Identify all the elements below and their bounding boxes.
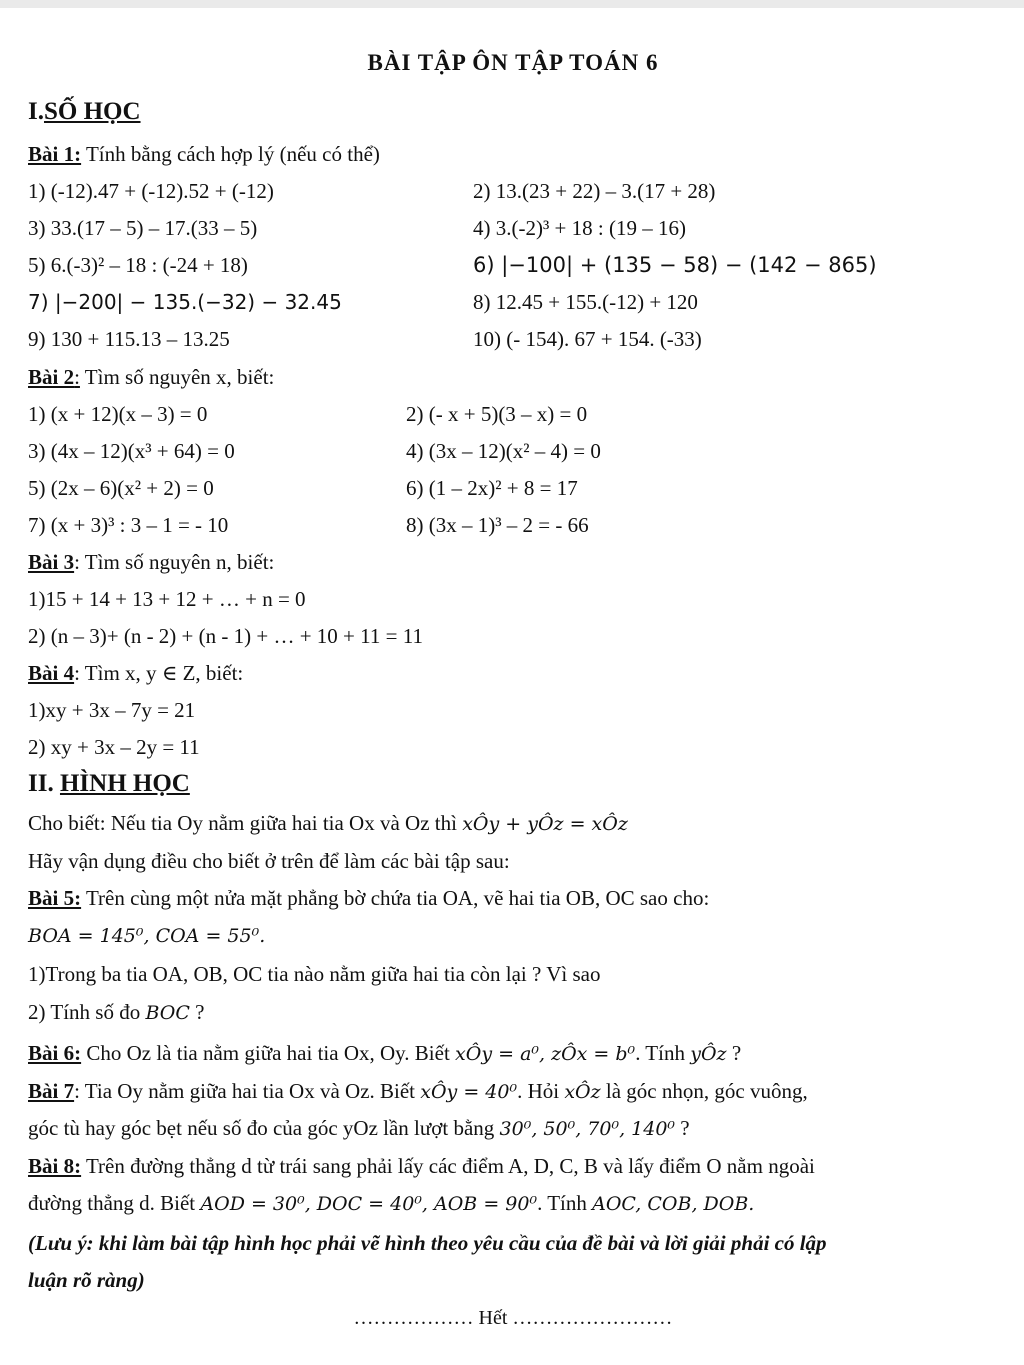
exercise-1-heading xyxy=(28,140,380,168)
angle-values: 30⁰, 50⁰, 70⁰, 140⁰ xyxy=(499,1118,676,1140)
hint-formula: xÔy + yÔz = xÔz xyxy=(462,813,628,835)
section-number: I. xyxy=(28,98,44,125)
exercise-5-question-1: 1)Trong ba tia OA, OB, OC tia nào nằm giữa hai tia còn lại ? Vì sao xyxy=(28,962,601,986)
exercise-4-heading xyxy=(28,659,243,687)
exercise-1-item: 3) 33.(17 – 5) – 17.(33 – 5) xyxy=(28,216,258,240)
exercise-2-item: 3) (4x – 12)(x³ + 64) = 0 xyxy=(28,439,235,463)
exercise-5-question-2 xyxy=(28,998,204,1027)
exercise-2-item: 5) (2x – 6)(x² + 2) = 0 xyxy=(28,476,214,500)
note-line-2: luận rõ ràng) xyxy=(28,1268,145,1292)
exercise-label-colon: : xyxy=(74,365,80,389)
exercise-1-item: 2) 13.(23 + 22) – 3.(17 + 28) xyxy=(473,179,716,203)
exercise-2-item: 2) (- x + 5)(3 – x) = 0 xyxy=(406,402,588,426)
exercise-label: Bài 1: xyxy=(28,142,82,166)
exercise-4-item: 2) xy + 3x – 2y = 11 xyxy=(28,735,200,759)
exercise-6 xyxy=(28,1039,741,1068)
exercise-3-item: 1)15 + 14 + 13 + 12 + … + n = 0 xyxy=(28,587,306,611)
exercise-instruction: Trên cùng một nửa mặt phẳng bờ chứa tia OA, vẽ hai tia OB, OC sao cho: xyxy=(81,886,710,910)
exercise-4-item: 1)xy + 3x – 7y = 21 xyxy=(28,698,196,722)
section-heading-hinh-hoc xyxy=(28,770,190,798)
exercise-instruction: : Tia Oy nằm giữa hai tia Ox và Oz. Biết xyxy=(74,1079,421,1103)
section-name: HÌNH HỌC xyxy=(59,770,190,797)
angle-symbol: BOC xyxy=(145,1002,190,1024)
exercise-instruction: Tính bằng cách hợp lý (nếu có thể) xyxy=(81,142,380,166)
hint-text: Cho biết: Nếu tia Oy nằm giữa hai tia Ox và Oz thì xyxy=(28,811,463,835)
exercise-instruction: Tìm số nguyên x, biết: xyxy=(79,365,275,389)
exercise-label: Bài 5: xyxy=(28,886,82,910)
exercise-text: đường thẳng d. Biết xyxy=(28,1191,201,1215)
exercise-instruction: : Tìm x, y ∈ Z, biết: xyxy=(74,661,244,685)
exercise-instruction: Trên đường thẳng d từ trái sang phải lấy các điểm A, D, C, B và lấy điểm O nằm ngoài xyxy=(81,1154,815,1178)
exercise-1-item: 7) |−200| − 135.(−32) − 32.45 xyxy=(28,290,342,314)
exercise-label: Bài 3 xyxy=(28,550,75,574)
apply-instruction: Hãy vận dụng điều cho biết ở trên để làm các bài tập sau: xyxy=(28,849,510,873)
exercise-3-item: 2) (n – 3)+ (n - 2) + (n - 1) + … + 10 + 11 = 11 xyxy=(28,624,423,648)
note-line-1: (Lưu ý: khi làm bài tập hình học phải vẽ hình theo yêu cầu của đề bài và lời giải phải có lập xyxy=(28,1231,827,1255)
geometry-hint xyxy=(28,809,628,838)
exercise-3-heading xyxy=(28,548,274,576)
exercise-text: . Hỏi xyxy=(517,1079,565,1103)
asked-angle: xÔz xyxy=(564,1081,601,1103)
exercise-1-item: 5) 6.(-3)² – 18 : (-24 + 18) xyxy=(28,253,248,277)
exercise-7-line-2 xyxy=(28,1114,690,1143)
exercise-2-item: 6) (1 – 2x)² + 8 = 17 xyxy=(406,476,578,500)
exercise-label: Bài 2 xyxy=(28,365,75,389)
exercise-instruction: Cho Oz là tia nằm giữa hai tia Ox, Oy. Biết xyxy=(81,1041,456,1065)
exercise-2-heading xyxy=(28,363,274,391)
exercise-5-heading xyxy=(28,884,709,912)
exercise-2-item: 4) (3x – 12)(x² – 4) = 0 xyxy=(406,439,601,463)
exercise-2-item: 8) (3x – 1)³ – 2 = - 66 xyxy=(406,513,589,537)
given-angles: AOD = 30⁰, DOC = 40⁰, AOB = 90⁰ xyxy=(200,1193,538,1215)
section-number: II. xyxy=(28,770,60,797)
scan-top-band xyxy=(0,0,1024,8)
exercise-text: góc tù hay góc bẹt nếu số đo của góc yOz lần lượt bằng xyxy=(28,1116,500,1140)
exercise-7 xyxy=(28,1077,808,1106)
exercise-1-item: 6) |−100| + (135 − 58) − (142 − 865) xyxy=(473,253,877,277)
question-text: 2) Tính số đo xyxy=(28,1000,146,1024)
exercise-2-item: 7) (x + 3)³ : 3 – 1 = - 10 xyxy=(28,513,229,537)
given-angles: xÔy = a⁰, zÔx = b⁰ xyxy=(455,1043,636,1065)
exercise-label: Bài 4 xyxy=(28,661,75,685)
exercise-5-given: BOA = 145⁰, COA = 55⁰. xyxy=(28,925,266,947)
asked-angles: AOC, COB, DOB. xyxy=(592,1193,755,1215)
exercise-1-item: 8) 12.45 + 155.(-12) + 120 xyxy=(473,290,698,314)
exercise-1-item: 4) 3.(-2)³ + 18 : (19 – 16) xyxy=(473,216,686,240)
exercise-text: là góc nhọn, góc vuông, xyxy=(600,1079,808,1103)
question-end: ? xyxy=(189,1000,205,1024)
question-end: ? xyxy=(726,1041,742,1065)
exercise-text: . Tính xyxy=(537,1191,593,1215)
page-title: BÀI TẬP ÔN TẬP TOÁN 6 xyxy=(367,50,659,75)
exercise-1-item: 9) 130 + 115.13 – 13.25 xyxy=(28,327,230,351)
question-end: ? xyxy=(675,1116,690,1140)
end-marker: ……………… Hết …………………… xyxy=(353,1307,673,1329)
exercise-2-item: 1) (x + 12)(x – 3) = 0 xyxy=(28,402,208,426)
exercise-8 xyxy=(28,1152,815,1180)
exercise-8-line-2 xyxy=(28,1189,754,1218)
exercise-label: Bài 6: xyxy=(28,1041,82,1065)
exercise-label: Bài 7 xyxy=(28,1079,75,1103)
section-name: SỐ HỌC xyxy=(43,98,141,125)
exercise-text: . Tính xyxy=(635,1041,691,1065)
given-angle: xÔy = 40⁰ xyxy=(420,1081,518,1103)
exercise-1-item: 10) (- 154). 67 + 154. (-33) xyxy=(473,327,702,351)
asked-angle: yÔz xyxy=(690,1043,727,1065)
exercise-1-item: 1) (-12).47 + (-12).52 + (-12) xyxy=(28,179,274,203)
exercise-instruction: : Tìm số nguyên n, biết: xyxy=(74,550,275,574)
exercise-label: Bài 8: xyxy=(28,1154,82,1178)
section-heading-so-hoc xyxy=(28,98,141,126)
